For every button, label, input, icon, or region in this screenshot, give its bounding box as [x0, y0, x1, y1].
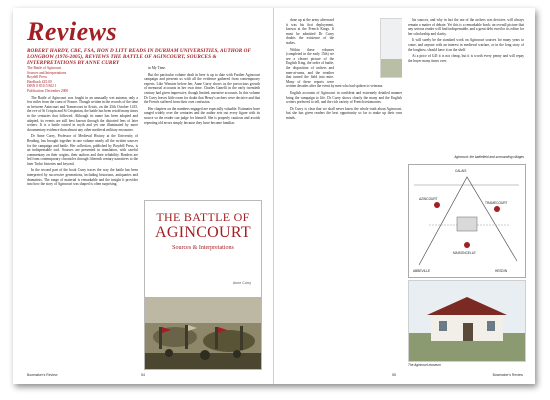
- paragraph: Her chapters on the numbers engaged are especially valuable. Estimates have ranged widely over the centuries and the author sets out every figure with its source so the reader can judge for himself. She is properly cautious and avoids repeating old errors simply because they have become familiar.: [144, 106, 260, 125]
- paragraph: in My Time.: [148, 66, 166, 70]
- map-label: HESDIN: [495, 269, 508, 273]
- book-detail: Hardback £45.00: [27, 79, 52, 84]
- person-portrait-illustration: [381, 19, 402, 77]
- review-intro: ROBERT HARDY, CBE, FSA, HON D LITT READS IN DURHAM UNIVERSITIES, AUTHOR OF LONGBOW (1976-2005), REVIEWS THE BATTLE OF AGINCOURT, SOURCES & INTERPRETATIONS BY ANNE CURRY: [27, 48, 251, 67]
- map-label: TRAMECOURT: [485, 201, 508, 205]
- magazine-spread: [13, 8, 535, 384]
- page-number: 54: [141, 373, 145, 378]
- map-label: AZINCOURT: [419, 197, 438, 201]
- left-col2-text: [144, 66, 260, 125]
- paragraph: English accounts of Agincourt in confident and extremely detailed manner bring the campaign to life. Dr Curry shows clearly the many and the English writers preferred to tell, and the rich variety of French testimonies.: [286, 90, 402, 105]
- paragraph: Dr Curry is clear that we shall never know the whole truth about Agincourt, but she has given readers the best opportunity so far to make up their own minds.: [286, 106, 402, 120]
- right-page: [274, 8, 535, 384]
- page-title: Reviews: [27, 17, 118, 46]
- right-col2-text: [408, 18, 524, 63]
- paragraph: done up at the army afterward it was his first deployment, known at the French Kings. It must be admitted Dr Curry doubts the existence of the stakes.: [286, 18, 334, 45]
- map-label: ABBEVILLE: [413, 269, 431, 273]
- book-cover-image: [144, 200, 262, 370]
- left-col1-text: [27, 96, 138, 187]
- paragraph: At a price of £45 it is not cheap, but it is worth every penny and will repay the buyer many times over.: [408, 54, 524, 63]
- footer-label: Bowmaker's Review: [27, 373, 58, 378]
- map-caption: Agincourt: the battlefield and surrounding villages: [454, 155, 524, 159]
- photo-caption: The Agincourt museum: [408, 363, 441, 367]
- book-detail: Boydell Press: [27, 75, 47, 80]
- left-column-2: [144, 66, 260, 196]
- left-page: [13, 8, 274, 384]
- museum-building-illustration: [409, 281, 525, 361]
- book-details: [27, 66, 138, 94]
- right-column-1: [286, 18, 402, 363]
- paragraph: It will surely be the standard work on Agincourt sources for many years to come, and anyone with an interest in medieval warfare, or in the long story of the longbow, should have it on the shelf.: [408, 38, 524, 52]
- cover-subtitle: Sources & Interpretations: [172, 245, 234, 251]
- cover-title-line: AGINCOURT: [155, 224, 251, 241]
- paragraph: The Battle of Agincourt was fought in an unusually wet autumn, only a few miles from the coast of France. Though written in the records of the time as between Azincourt and Tramecourt in Artois, on the 25th October 1415, the eve of St Crispin and St Crispinian, the battle has been retold many times in the centuries that followed. Although its name has been adopted and adapted, its events are still best known through the distorted lens of later writers. It is a battle rooted in myth and yet one illuminated by more documentary evidence than almost any other medieval military encounter.: [27, 95, 138, 132]
- cover-author: Anne Curry: [232, 281, 251, 285]
- right-column-2: [408, 18, 524, 158]
- page-number: 55: [392, 373, 396, 378]
- paragraph: Dr Anne Curry, Professor of Medieval History at the University of Reading, has brought together in one volume nearly all the written sources for the campaign and battle. Her collection, published by Boydell Press, is an indispensable tool. Sources are presented in translation, with careful commentary on their origins, their authors and their reliability. Readers are led from contemporary chronicles through fifteenth century narratives to the later Tudor histories and beyond.: [27, 134, 138, 166]
- map-illustration: [409, 165, 525, 277]
- museum-photo: [408, 280, 526, 362]
- left-column-1: [27, 66, 138, 366]
- battlefield-map: [408, 164, 526, 278]
- paragraph: But the particular volume dealt in here is up to date with Further Agincourt campaign and presents us with all the evidence gathered from contemporary experts. Like Winston before her, Anne Curry shows us the precocious growth of memorial accounts in her own time. Charles Ganelli in the early twentieth century had given impressive, though limited, narrative accounts. In this volume Dr Curry leaves little room for doubt that Henry's archers were decisive and that the French suffered from their own confusion.: [144, 72, 260, 105]
- paragraph: Within these volumes (completed in the early 15th) we see a clearer picture of the English King, the order of battle, the disposition of archers and men-at-arms, and the weather that turned the field into mire. Many of these reports were written decades after the event by men who had spoken to veterans.: [286, 47, 384, 89]
- book-detail: The Battle of Agincourt: [27, 66, 62, 70]
- paragraph: In the second part of the book Curry traces the way the battle has been interpreted by successive generations, including historians, antiquaries and dramatists. The range of material is remarkable and the insight it provides into how the story of Agincourt was shaped is often surprising.: [27, 168, 138, 187]
- book-detail: Publication: December 2000: [27, 88, 69, 93]
- paragraph: his sources, and why in fact the use of the archers was decisive, will always remain a matter of debate. Yet this is a remarkable book: an overall picture that any serious reader will find indispensable, and a great debt owed to its editor for her scholarship and clarity.: [408, 18, 524, 36]
- cover-title: [145, 211, 261, 241]
- footer-label: Bowmaker's Review: [492, 373, 523, 378]
- book-detail: Sources and Interpretations: [27, 70, 67, 75]
- cover-title-line: THE BATTLE OF: [156, 210, 250, 224]
- battle-scene-illustration: [145, 297, 261, 369]
- map-label: MAISONCELLE: [453, 251, 476, 255]
- reviewer-photo: [380, 18, 402, 78]
- map-label: CALAIS: [455, 169, 467, 173]
- book-detail: ISBN 0 85115 802 1: [27, 84, 57, 89]
- cover-battle-painting: [145, 297, 261, 369]
